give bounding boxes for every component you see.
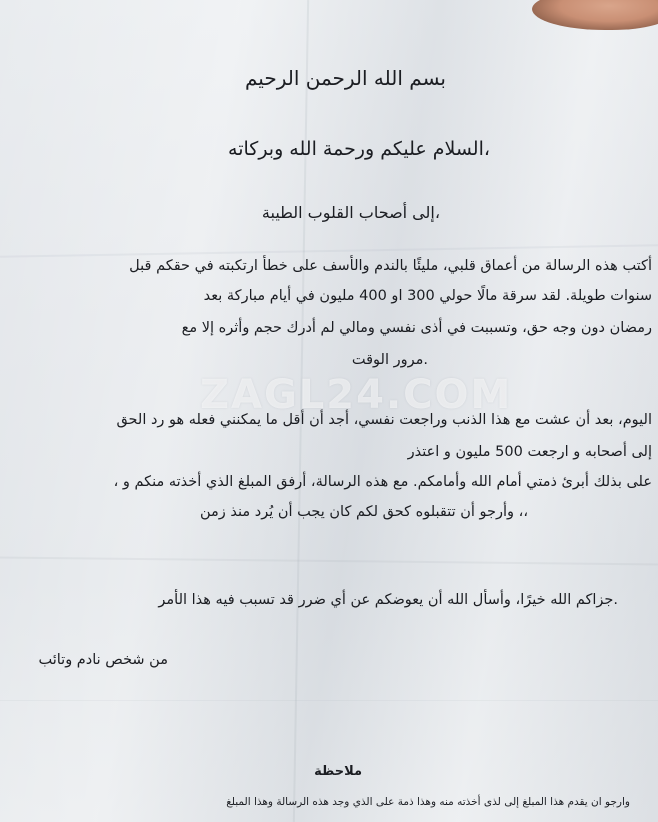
note-title: ملاحظة [314, 764, 362, 779]
note-text: وارجو ان يقدم هذا المبلغ إلى لذى أخذته منه وهذا ذمة على الذي وجد هذه الرسالة وهذا المبلغ [226, 796, 630, 808]
greeting-line: ،السلام عليكم ورحمة الله وبركاته [228, 138, 490, 160]
closing-line: .جزاكم الله خيرًا، وأسأل الله أن يعوضكم عن أي ضرر قد تسبب فيه هذا الأمر [158, 592, 618, 608]
paragraph1-line: أكتب هذه الرسالة من أعماق قلبي، مليئًا بالندم والأسف على خطأ ارتكبته في حقكم قبل [129, 258, 652, 274]
paragraph2-line: اليوم، بعد أن عشت مع هذا الذنب وراجعت نفسي، أجد أن أقل ما يمكنني فعله هو رد الحق [116, 412, 652, 428]
paragraph1-line: سنوات طويلة. لقد سرقة مالًا حولي 300 او 400 مليون في أيام مباركة بعد [203, 288, 652, 304]
finger-in-corner [532, 0, 658, 30]
paragraph1-line: رمضان دون وجه حق، وتسببت في أذى نفسي ومالي لم أدرك حجم وأثره إلا مع [181, 320, 652, 336]
basmala-heading: بسم الله الرحمن الرحيم [244, 66, 446, 90]
paper-fold [0, 557, 658, 566]
paragraph1-line: .مرور الوقت [351, 352, 428, 368]
signature-line: من شخص نادم وتائب [38, 652, 168, 668]
paper-fold [0, 700, 658, 701]
recipient-line: ،إلى أصحاب القلوب الطيبة [261, 203, 440, 222]
paragraph2-line: إلى أصحابه و ارجعت 500 مليون و اعتذر [407, 444, 652, 460]
paper-fold [0, 244, 658, 257]
paragraph2-line: على بذلك أبرئ ذمتي أمام الله وأمامكم. مع هذه الرسالة، أرفق المبلغ الذي أخذته منكم و ، [113, 474, 652, 490]
paragraph2-line: ،، وأرجو أن تتقبلوه كحق لكم كان يجب أن يُرد منذ زمن [200, 504, 528, 520]
watermark: ZAGL24.COM [200, 372, 513, 418]
